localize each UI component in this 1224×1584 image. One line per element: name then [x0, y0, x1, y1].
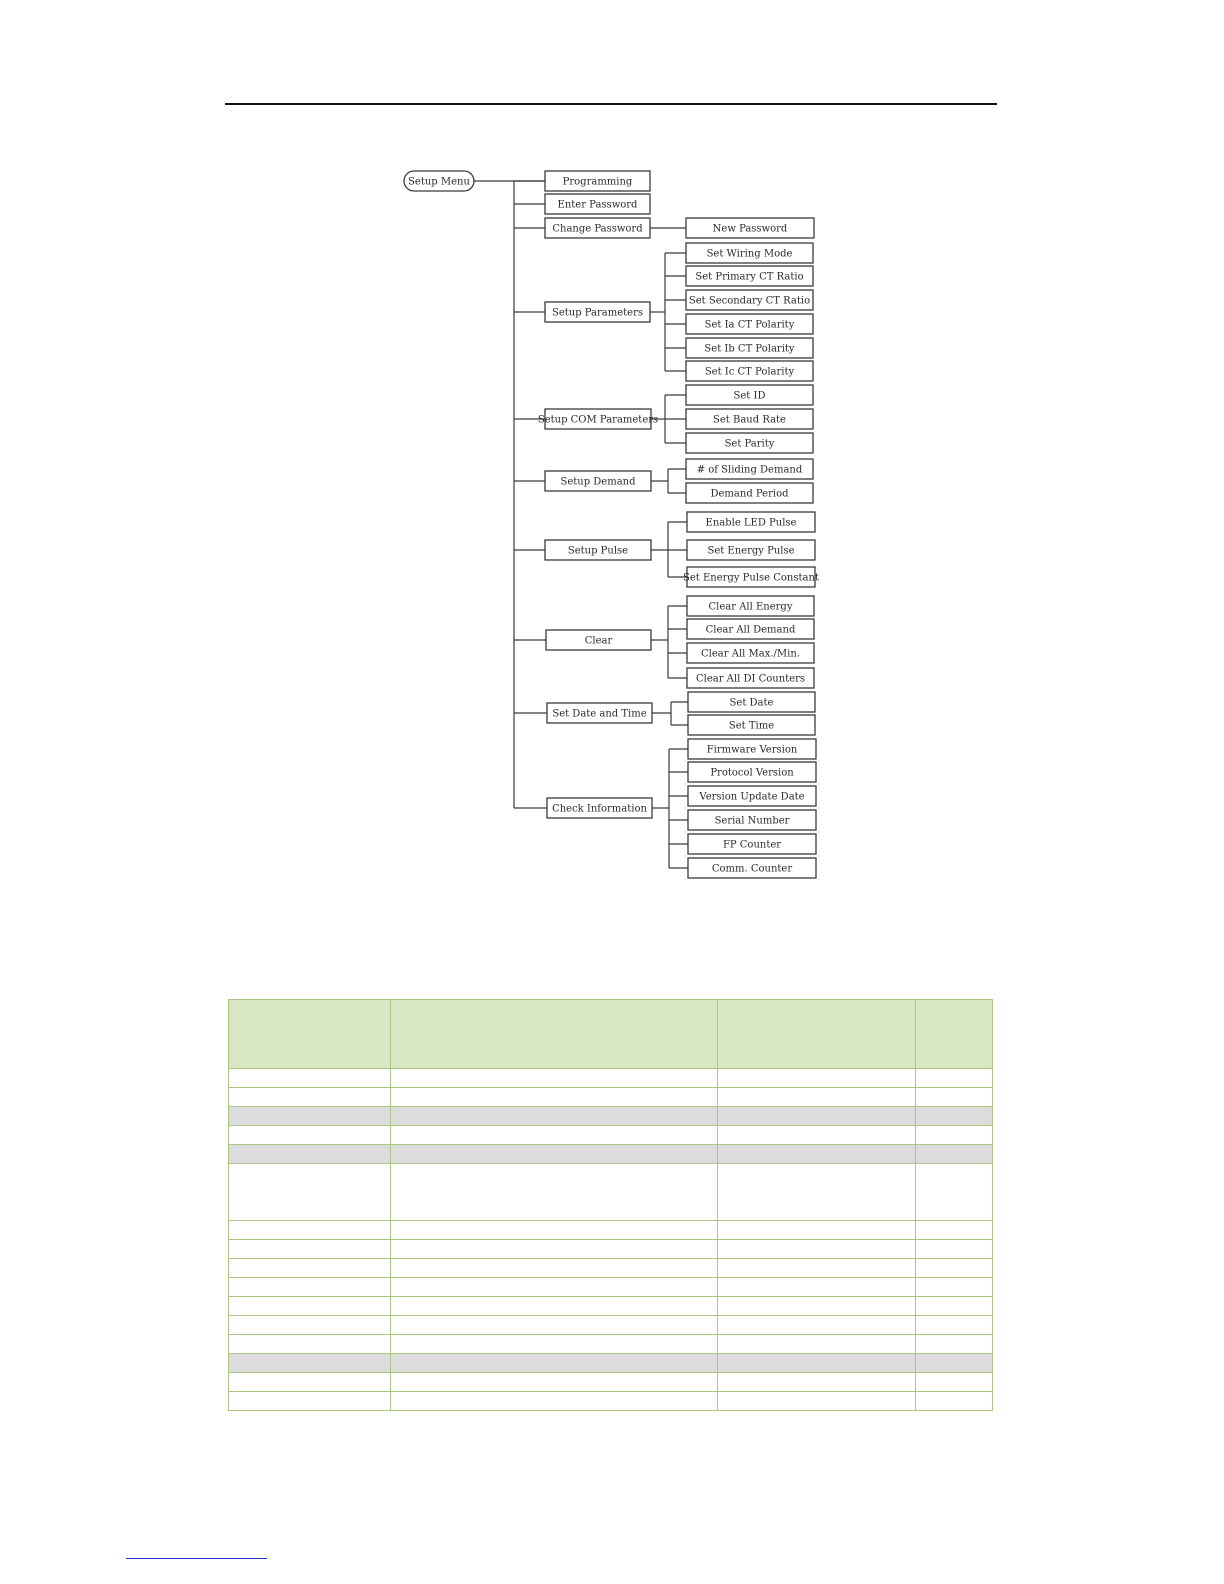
table-cell: [391, 1088, 718, 1107]
table-cell: [916, 1164, 993, 1221]
table-cell: [229, 1392, 391, 1411]
menu-change-password-label: Change Password: [552, 223, 643, 235]
table-cell: [916, 1000, 993, 1069]
table-cell: [229, 1297, 391, 1316]
table-cell: [229, 1145, 391, 1164]
submenu-set-id-label: Set ID: [733, 390, 766, 402]
table-cell: [718, 1069, 916, 1088]
submenu-set-ia-ct-polarity-label: Set Ia CT Polarity: [704, 319, 795, 331]
table-cell: [391, 1069, 718, 1088]
submenu-fp-counter-label: FP Counter: [722, 839, 782, 851]
table-cell: [916, 1126, 993, 1145]
table-cell: [916, 1259, 993, 1278]
submenu-clear-all-di-counters-label: Clear All DI Counters: [695, 673, 806, 685]
table-row: [229, 1354, 993, 1373]
table-cell: [718, 1259, 916, 1278]
submenu-clear-all-demand-label: Clear All Demand: [705, 624, 796, 636]
table-cell: [718, 1221, 916, 1240]
submenu-set-parity-label: Set Parity: [724, 438, 775, 450]
table-cell: [229, 1373, 391, 1392]
submenu-new-password-label: New Password: [712, 223, 788, 235]
menu-enter-password-label: Enter Password: [557, 199, 638, 211]
table-row: [229, 1240, 993, 1259]
table-cell: [229, 1221, 391, 1240]
table-cell: [391, 1316, 718, 1335]
table-cell: [391, 1107, 718, 1126]
table-cell: [391, 1240, 718, 1259]
table-cell: [718, 1297, 916, 1316]
table-cell: [916, 1088, 993, 1107]
table-cell: [391, 1373, 718, 1392]
table-cell: [916, 1145, 993, 1164]
table-cell: [916, 1354, 993, 1373]
menu-setup-pulse-label: Setup Pulse: [567, 545, 629, 557]
table-row: [229, 1164, 993, 1221]
table-cell: [916, 1335, 993, 1354]
submenu-set-baud-rate-label: Set Baud Rate: [713, 414, 786, 426]
menu-setup-parameters-label: Setup Parameters: [551, 307, 644, 319]
menu-clear-label: Clear: [584, 635, 613, 647]
table-cell: [229, 1164, 391, 1221]
table-cell: [229, 1335, 391, 1354]
table-cell: [391, 1259, 718, 1278]
submenu-set-time-label: Set Time: [728, 720, 775, 732]
table-cell: [391, 1354, 718, 1373]
menu-set-date-and-time-label: Set Date and Time: [552, 708, 647, 720]
table-cell: [391, 1164, 718, 1221]
submenu-protocol-version-label: Protocol Version: [710, 767, 794, 779]
table-cell: [391, 1145, 718, 1164]
table-cell: [229, 1259, 391, 1278]
table-cell: [229, 1316, 391, 1335]
table-cell: [391, 1392, 718, 1411]
table-cell: [229, 1069, 391, 1088]
submenu-clear-all-max-min-label: Clear All Max./Min.: [701, 648, 800, 660]
table-cell: [391, 1126, 718, 1145]
submenu-of-sliding-demand-label: # of Sliding Demand: [696, 464, 803, 476]
table-cell: [229, 1000, 391, 1069]
table-cell: [718, 1145, 916, 1164]
table-cell: [229, 1240, 391, 1259]
table-cell: [391, 1221, 718, 1240]
table-cell: [916, 1240, 993, 1259]
submenu-set-primary-ct-ratio-label: Set Primary CT Ratio: [695, 271, 804, 283]
submenu-firmware-version-label: Firmware Version: [706, 744, 798, 756]
table-row: [229, 1259, 993, 1278]
table-cell: [718, 1088, 916, 1107]
submenu-set-date-label: Set Date: [729, 697, 774, 709]
table-cell: [718, 1126, 916, 1145]
submenu-version-update-date-label: Version Update Date: [699, 791, 805, 803]
table-cell: [229, 1126, 391, 1145]
submenu-comm-counter-label: Comm. Counter: [711, 863, 793, 875]
table-cell: [391, 1335, 718, 1354]
submenu-set-ib-ct-polarity-label: Set Ib CT Polarity: [704, 343, 795, 355]
table-cell: [391, 1297, 718, 1316]
table-cell: [718, 1278, 916, 1297]
table-row: [229, 1297, 993, 1316]
table-cell: [718, 1107, 916, 1126]
table-cell: [229, 1107, 391, 1126]
table-cell: [916, 1373, 993, 1392]
table-cell: [718, 1392, 916, 1411]
submenu-demand-period-label: Demand Period: [710, 488, 789, 500]
submenu-set-wiring-mode-label: Set Wiring Mode: [706, 248, 793, 260]
parameter-table: [228, 999, 993, 1411]
setup-menu-root-label: Setup Menu: [408, 176, 470, 188]
table-cell: [229, 1354, 391, 1373]
table-cell: [916, 1069, 993, 1088]
submenu-clear-all-energy-label: Clear All Energy: [708, 601, 793, 613]
table-row: [229, 1126, 993, 1145]
table-cell: [718, 1335, 916, 1354]
submenu-enable-led-pulse-label: Enable LED Pulse: [705, 517, 797, 529]
submenu-set-ic-ct-polarity-label: Set Ic CT Polarity: [704, 366, 795, 378]
table-cell: [718, 1316, 916, 1335]
table-row: [229, 1145, 993, 1164]
menu-check-information-label: Check Information: [552, 803, 647, 815]
table-header-row: [229, 1000, 993, 1069]
table-row: [229, 1316, 993, 1335]
table-row: [229, 1373, 993, 1392]
table-cell: [391, 1278, 718, 1297]
submenu-serial-number-label: Serial Number: [714, 815, 790, 827]
submenu-set-energy-pulse-constant-label: Set Energy Pulse Constant: [683, 572, 819, 584]
menu-setup-demand-label: Setup Demand: [560, 476, 636, 488]
table-cell: [916, 1278, 993, 1297]
table-row: [229, 1221, 993, 1240]
submenu-set-energy-pulse-label: Set Energy Pulse: [707, 545, 795, 557]
table-cell: [391, 1000, 718, 1069]
table-cell: [916, 1392, 993, 1411]
footer-link-underline[interactable]: [126, 1558, 267, 1559]
table-cell: [916, 1316, 993, 1335]
table-cell: [718, 1240, 916, 1259]
menu-setup-com-parameters-label: Setup COM Parameters: [537, 414, 659, 426]
submenu-set-secondary-ct-ratio-label: Set Secondary CT Ratio: [688, 295, 811, 307]
table-cell: [718, 1354, 916, 1373]
table-cell: [229, 1088, 391, 1107]
table-row: [229, 1069, 993, 1088]
table-row: [229, 1392, 993, 1411]
table-row: [229, 1088, 993, 1107]
table-row: [229, 1278, 993, 1297]
table-cell: [718, 1373, 916, 1392]
table-cell: [229, 1278, 391, 1297]
table-cell: [916, 1297, 993, 1316]
table-cell: [916, 1107, 993, 1126]
table-row: [229, 1335, 993, 1354]
menu-programming-label: Programming: [562, 176, 633, 188]
table-row: [229, 1107, 993, 1126]
table-cell: [916, 1221, 993, 1240]
table-cell: [718, 1164, 916, 1221]
table-cell: [718, 1000, 916, 1069]
